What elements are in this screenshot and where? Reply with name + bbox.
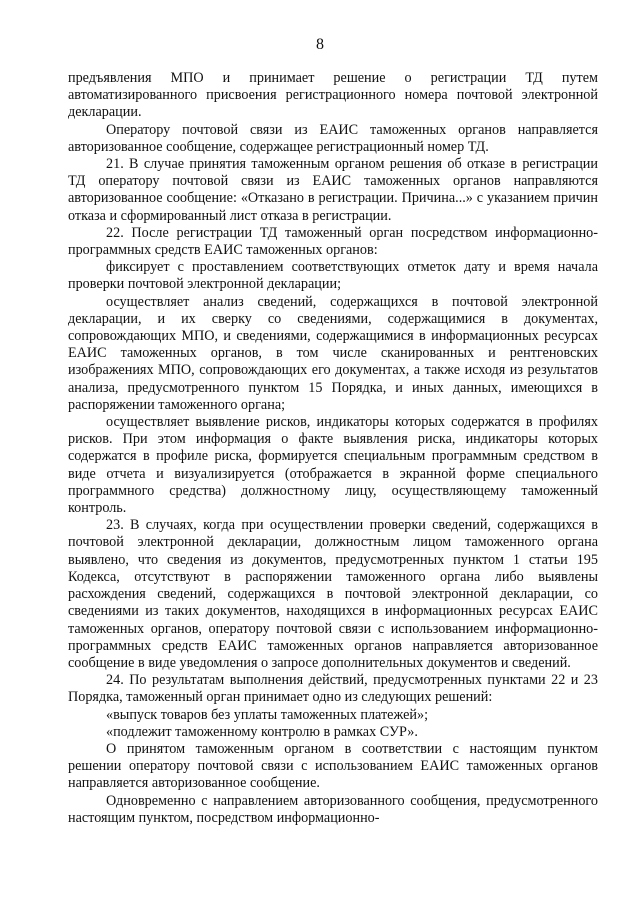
paragraph-24-option-1: «выпуск товаров без уплаты таможенных платежей»; bbox=[106, 706, 429, 723]
page-number: 8 bbox=[316, 36, 324, 53]
paragraph-22-item-3: осуществляет выявление рисков, индикаторы которых содержатся в профилях рисков. При этом информация о факте выявления риска, индикаторы которых содержатся в профиле риска, формируется специальным программным средством в виде отчета и визуализируется (отображается в экранной форме специального программного средства) должностному лицу, осуществляющему таможенный контроль. bbox=[68, 414, 598, 517]
paragraph-23: 23. В случаях, когда при осуществлении проверки сведений, содержащихся в почтовой электронной декларации, должностным лицом таможенного органа выявлено, что сведения из документов, предусмотренных пунктом 1 статьи 195 Кодекса, отсутствуют в распоряжении таможенного органа либо выявлены расхождения сведений, содержащихся в почтовой электронной декларации, со сведениями из таких документов, находящихся в информационных ресурсах ЕАИС таможенных органов, оператору почтовой связи с использованием информационно-программных средств ЕАИС таможенных органов направляется авторизованное сообщение в виде уведомления о запросе дополнительных документов и сведений. bbox=[68, 517, 598, 671]
paragraph-22-item-1: фиксирует с проставлением соответствующих отметок дату и время начала проверки почтовой электронной декларации; bbox=[68, 259, 598, 293]
paragraph-24-option-2: «подлежит таможенному контролю в рамках СУР». bbox=[106, 723, 418, 740]
paragraph-21: 21. В случае принятия таможенным органом решения об отказе в регистрации ТД оператору почтовой связи из ЕАИС таможенных органов направляются авторизованное сообщение: «Отказано в регистрации. Причина...» с указанием причин отказа и сформированный лист отказа в регистрации. bbox=[68, 156, 598, 224]
paragraph-operator-notice: Оператору почтовой связи из ЕАИС таможенных органов направляется авторизованное сообщение, содержащее регистрационный номер ТД. bbox=[68, 121, 598, 155]
paragraph-simultaneously: Одновременно с направлением авторизованного сообщения, предусмотренного настоящим пунктом, посредством информационно- bbox=[68, 792, 598, 826]
document-body bbox=[68, 70, 598, 827]
paragraph-24: 24. По результатам выполнения действий, предусмотренных пунктами 22 и 23 Порядка, таможенный орган принимает одно из следующих решений: bbox=[68, 672, 598, 706]
paragraph-22: 22. После регистрации ТД таможенный орган посредством информационно-программных средств ЕАИС таможенных органов: bbox=[68, 224, 598, 259]
paragraph-24-notice: О принятом таможенным органом в соответствии с настоящим пунктом решении оператору почтовой связи с использованием ЕАИС таможенных органов направляется авторизованное сообщение. bbox=[68, 740, 598, 792]
paragraph-continuation: предъявления МПО и принимает решение о регистрации ТД путем автоматизированного присвоения регистрационного номера почтовой электронной декларации. bbox=[68, 70, 598, 121]
paragraph-22-item-2: осуществляет анализ сведений, содержащихся в почтовой электронной декларации, и их сверку со сведениями, содержащимися в документах, сопровождающих МПО, и сведениями, содержащимися в информационных ресурсах ЕАИС таможенных органов, в том числе сканированных и рентгеновских изображениях МПО, сопровождающих его документах, а также исходя из результатов анализа, предусмотренного пунктом 15 Порядка, и иных данных, имеющихся в распоряжении таможенного органа; bbox=[68, 293, 598, 413]
